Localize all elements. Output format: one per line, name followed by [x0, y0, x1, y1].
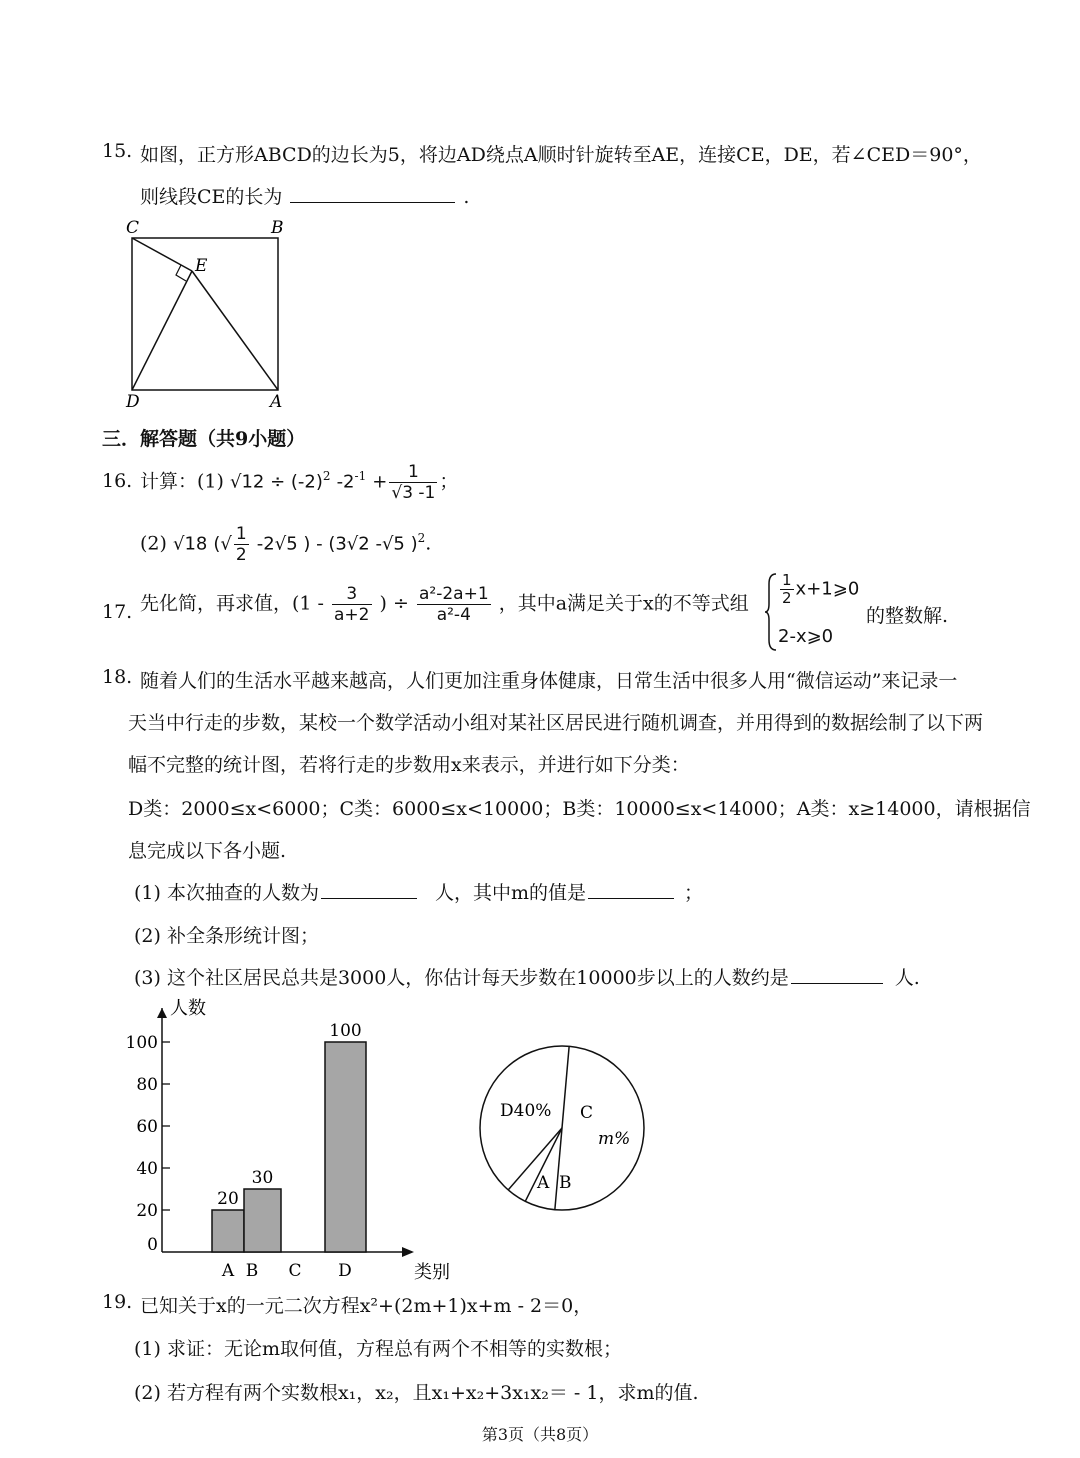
segment-ae [192, 271, 278, 390]
q17-post: ，其中a满足关于x的不等式组 [498, 592, 749, 615]
q16-part2-label: (2) [140, 532, 167, 555]
y-tick-label: 20 [136, 1201, 158, 1221]
q18-sub1-mid: 人，其中m的值是 [434, 882, 586, 904]
q18-sub1-blank1[interactable] [321, 880, 417, 899]
segment-ce [132, 238, 192, 271]
data-label-d: 100 [329, 1021, 362, 1041]
q19-sub2: (2) 若方程有两个实数根x₁，x₂，且x₁+x₂+3x₁x₂＝ - 1，求m的值. [134, 1382, 699, 1404]
q17-number: 17. [102, 601, 133, 623]
q18-sub3-end: 人. [894, 967, 920, 989]
y-axis-label: 人数 [170, 998, 206, 1019]
q19-sub1: (1) 求证：无论m取何值，方程总有两个不相等的实数根； [134, 1338, 622, 1360]
q17-body [140, 584, 749, 625]
q16-part1-fraction: $\frac{1}{√3 -1}$ [391, 462, 436, 503]
x-tick-label: C [288, 1261, 302, 1281]
q18-sub2: (2) 补全条形统计图； [134, 925, 319, 947]
bar-chart [100, 990, 470, 1285]
q18-sub1-blank2[interactable] [588, 880, 674, 899]
label-c: C [126, 218, 140, 238]
q16-part1-expr-b: -2 [336, 471, 355, 493]
y-axis-arrow [157, 1008, 167, 1018]
pie-boundary-c [562, 1046, 569, 1128]
pie-chart [470, 1030, 670, 1230]
q16-part2-end: . [425, 532, 432, 555]
y-tick-label: 0 [147, 1235, 158, 1255]
q16-part2-fraction: $\frac{1}{2}$ [235, 524, 247, 565]
q16-part1-end: ； [439, 470, 459, 493]
q17-ineq2: 2-x⩾0 [778, 626, 834, 647]
y-tick-label: 60 [136, 1117, 158, 1137]
q16-part2-a: √18 [172, 533, 208, 555]
q16-part1-expr-a: √12 ÷ (-2) [229, 471, 323, 493]
q18-line3: 幅不完整的统计图，若将行走的步数用x来表示，并进行如下分类： [128, 754, 690, 776]
q16-number: 16. [102, 470, 133, 492]
q16-part2-c: -2√5 ) - (3√2 -√5 ) [256, 533, 418, 555]
q16-part2-sup: 2 [417, 531, 426, 546]
q16-part1-label: 计算：(1) [140, 470, 224, 493]
x-tick-label: D [338, 1261, 352, 1281]
label-a: A [270, 392, 283, 410]
q15-answer-blank[interactable] [290, 184, 455, 203]
y-tick-label: 100 [125, 1033, 158, 1053]
q18-sub3-pre: (3) 这个社区居民总共是3000人，你估计每天步数在10000步以上的人数约是 [134, 967, 789, 989]
q18-sub1 [134, 878, 703, 905]
data-label-b: 30 [251, 1168, 274, 1188]
y-tick-label: 80 [136, 1075, 158, 1095]
x-axis-arrow [402, 1247, 414, 1257]
q18-line4: D类：2000≤x<6000；C类：6000≤x<10000；B类：10000≤x<14000；A类：x≥14000，请根据信 [128, 798, 1031, 820]
pie-label-d: D40% [500, 1101, 552, 1121]
q19-line1: 已知关于x的一元二次方程x²+(2m+1)x+m - 2＝0， [140, 1295, 593, 1317]
q16-part2: (2) √18 (√ $\frac{1}{2}$ -2√5 ) - (3√2 -√5 )$^2$. [140, 524, 432, 565]
q15-line2-text: 则线段CE的长为 [140, 186, 283, 208]
data-label-a: 20 [217, 1189, 239, 1209]
label-e: E [195, 256, 208, 276]
y-tick-label: 40 [136, 1159, 158, 1179]
q16-part1-sup-b: -1 [354, 469, 367, 484]
q16-part1-sup-a: 2 [322, 469, 331, 484]
q17-brace [764, 572, 778, 652]
q18-sub3 [134, 963, 920, 990]
pie-label-m-percent: m% [598, 1129, 631, 1149]
q17-frac2: $\frac{\text{a²-2a+1}}{\text{a²-4}}$ [418, 584, 489, 625]
q15-number: 15. [102, 140, 133, 162]
label-d: D [126, 392, 140, 410]
q17-mid: ) ÷ [379, 592, 409, 615]
q18-sub3-blank[interactable] [791, 965, 883, 984]
q18-line2: 天当中行走的步数，某校一个数学活动小组对某社区居民进行随机调查，并用得到的数据绘制了以下两 [128, 712, 984, 734]
q15-line1: 如图，正方形ABCD的边长为5，将边AD绕点A顺时针旋转至AE，连接CE，DE，若∠CED＝90°， [140, 144, 982, 166]
q17-frac1: $\frac{3}{a+2}$ [334, 584, 370, 625]
x-axis-label: 类别 [414, 1262, 450, 1283]
q19-number: 19. [102, 1291, 133, 1313]
pie-label-a: A [537, 1173, 550, 1193]
q18-sub1-pre: (1) 本次抽查的人数为 [134, 882, 319, 904]
q18-line1: 随着人们的生活水平越来越高，人们更加注重身体健康，日常生活中很多人用“微信运动”来记录一 [140, 670, 958, 692]
q17-end: 的整数解. [866, 605, 949, 627]
q16-part1: 计算：(1) $√12 \div (-2)^2$ $-2^{-1}$ + $\frac{1}{√3 -1}$ ； [140, 462, 459, 503]
q17-ineq1: $\frac{1}{2}$ x+1⩾0 [782, 571, 860, 607]
q15-line2-end: . [463, 186, 470, 208]
q15-square-figure [120, 215, 295, 410]
segment-de [132, 271, 192, 390]
pie-label-b: B [559, 1173, 572, 1193]
q17-pre: 先化简，再求值，(1 - [140, 592, 324, 615]
bar-d [325, 1042, 366, 1252]
bar-a [212, 1210, 244, 1252]
q18-line5: 息完成以下各小题. [128, 840, 287, 862]
q17-inequality-system [764, 572, 864, 652]
bar-b [244, 1189, 281, 1252]
label-b: B [271, 218, 284, 238]
q16-part2-b: ( [213, 533, 221, 555]
pie-label-c: C [580, 1103, 594, 1123]
q15-line2 [140, 182, 469, 209]
x-tick-label: B [245, 1261, 259, 1281]
x-tick-label: A [221, 1261, 235, 1281]
q18-sub1-end: ； [684, 882, 704, 904]
section-title: 三．解答题（共9小题） [102, 428, 306, 450]
q18-number: 18. [102, 666, 133, 688]
page-footer: 第3页（共8页） [481, 1425, 599, 1444]
